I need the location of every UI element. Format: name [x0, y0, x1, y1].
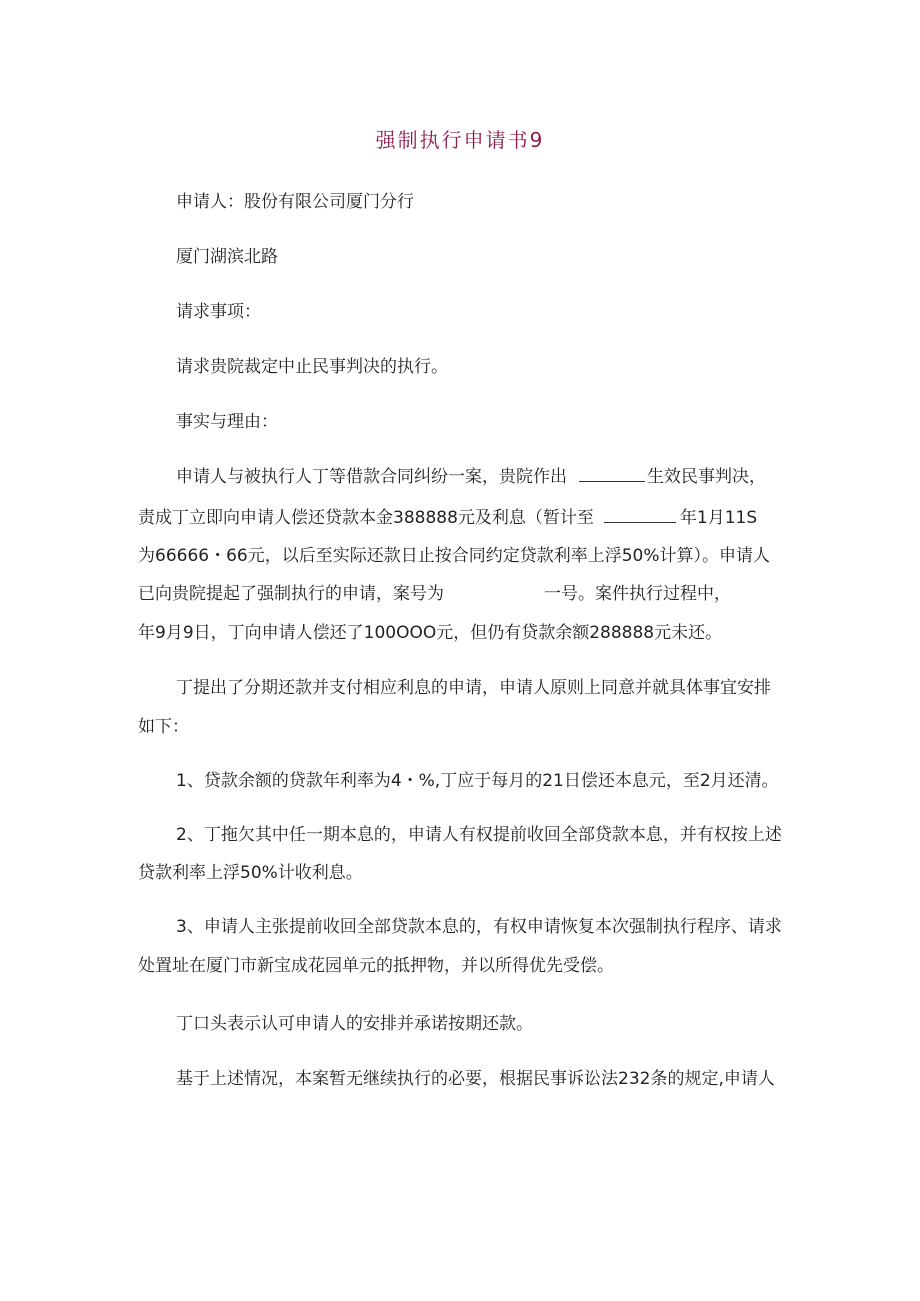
address-line: 厦门湖滨北路 [176, 247, 278, 267]
facts-paragraph-text: 责成丁立即向申请人偿还贷款本金388888元及利息（暂计至 [138, 508, 594, 528]
item-3-line-1: 3、申请人主张提前收回全部贷款本息的，有权申请恢复本次强制执行程序、请求 [176, 917, 782, 937]
blank-field [579, 465, 645, 482]
facts-paragraph-line-2 [138, 506, 757, 529]
facts-paragraph-text: 申请人与被执行人丁等借款合同纠纷一案，贵院作出 [176, 467, 567, 487]
installment-paragraph-line-1: 丁提出了分期还款并支付相应利息的申请，申请人原则上同意并就具体事宜安排 [176, 678, 771, 698]
request-heading: 请求事项： [176, 302, 261, 322]
installment-paragraph-line-2: 如下： [138, 717, 189, 737]
item-3-line-2: 处置址在厦门市新宝成花园单元的抵押物，并以所得优先受偿。 [138, 956, 614, 976]
facts-paragraph-line-3: 为66666・66元，以后至实际还款日止按合同约定贷款利率上浮50%计算）。申请人 [138, 546, 770, 566]
facts-paragraph-text: 生效民事判决， [647, 467, 766, 487]
facts-paragraph-text: 已向贵院提起了强制执行的申请，案号为 [138, 584, 444, 604]
applicant-line: 申请人：股份有限公司厦门分行 [176, 192, 414, 212]
facts-paragraph-line-5: 年9月9日，丁向申请人偿还了100OOO元，但仍有贷款余额288888元未还。 [138, 623, 723, 643]
facts-heading: 事实与理由： [176, 412, 278, 432]
facts-paragraph-line-1 [176, 465, 766, 488]
request-text: 请求贵院裁定中止民事判决的执行。 [176, 357, 448, 377]
blank-field [604, 506, 676, 523]
facts-paragraph-text: 年1月11S [679, 508, 758, 528]
facts-paragraph-line-4 [138, 583, 731, 605]
acknowledgement-line: 丁口头表示认可申请人的安排并承诺按期还款。 [176, 1014, 533, 1034]
item-2-line-2: 贷款利率上浮50%计收利息。 [138, 863, 363, 883]
document-title: 强制执行申请书9 [375, 128, 545, 152]
item-1: 1、贷款余额的贷款年利率为4・%,丁应于每月的21日偿还本息元，至2月还清。 [176, 771, 779, 791]
conclusion-line: 基于上述情况，本案暂无继续执行的必要，根据民事诉讼法232条的规定,申请人 [176, 1069, 775, 1089]
item-2-line-1: 2、丁拖欠其中任一期本息的，申请人有权提前收回全部贷款本息，并有权按上述 [176, 825, 782, 845]
facts-paragraph-text: 一号。案件执行过程中， [544, 584, 731, 604]
